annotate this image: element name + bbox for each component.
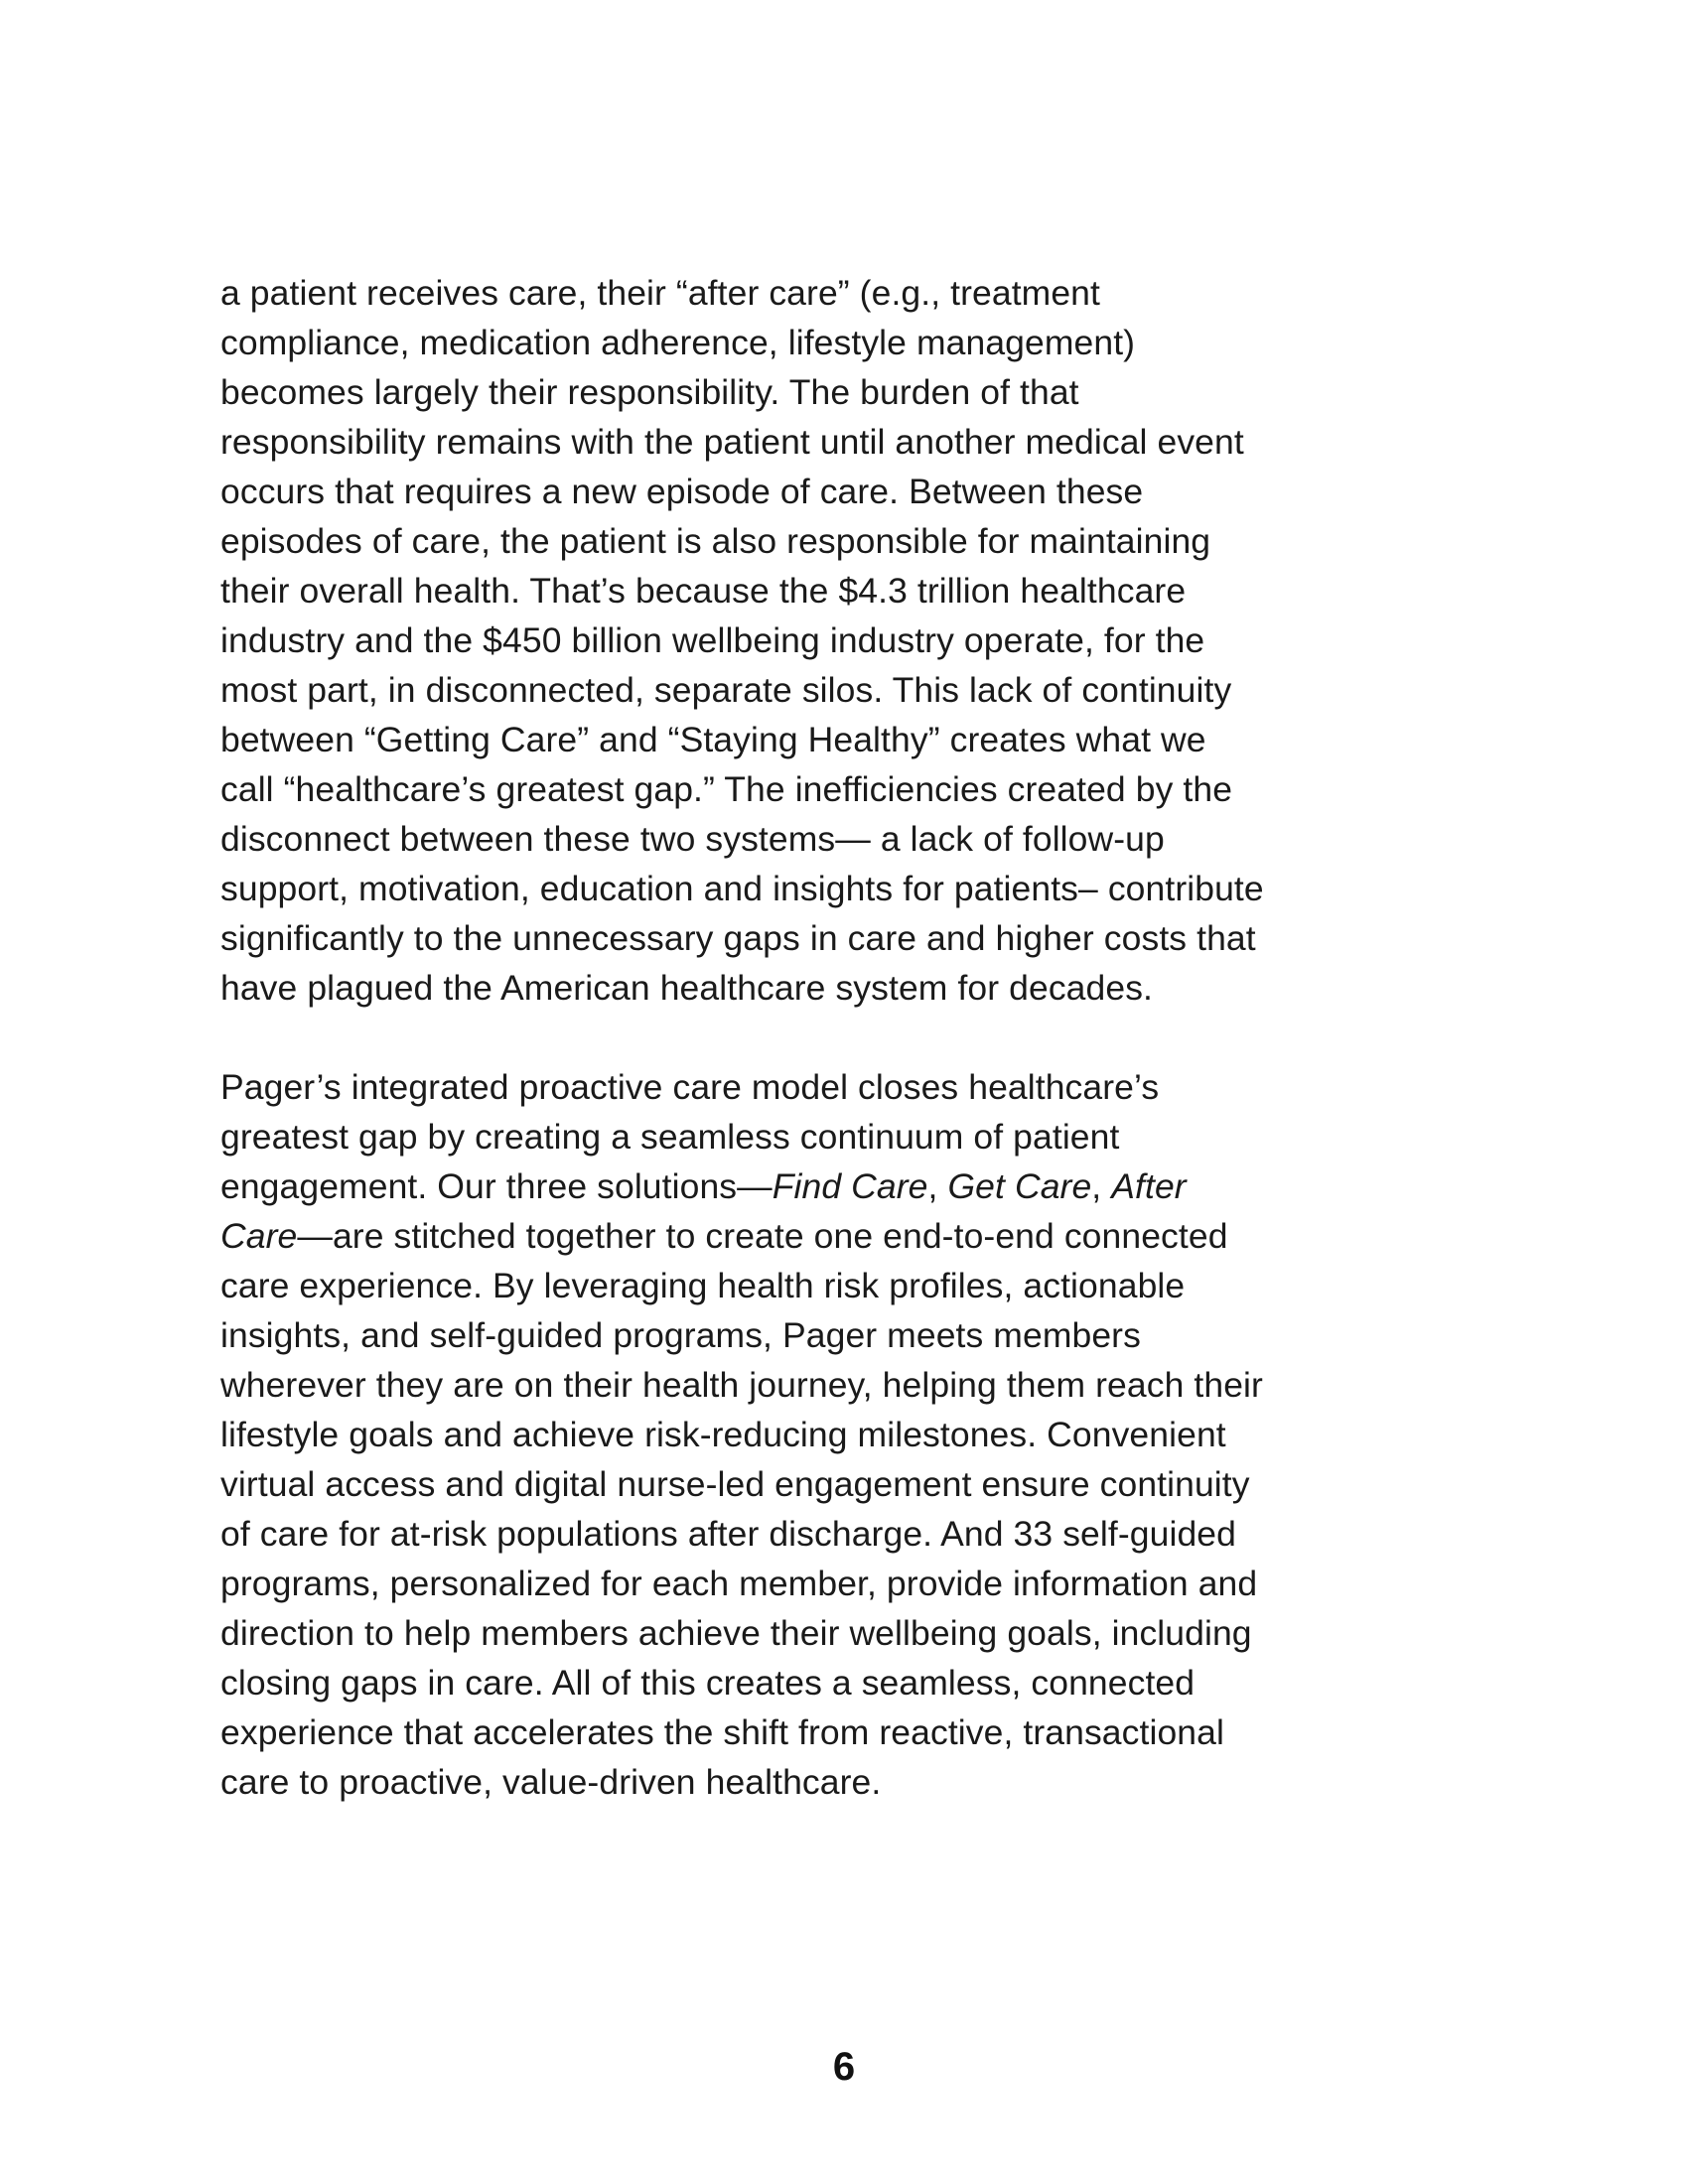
text-line: compliance, medication adherence, lifestyle management) [220, 323, 1136, 362]
text-line: of care for at-risk populations after discharge. And 33 self-guided [220, 1514, 1236, 1554]
text-line: call “healthcare’s greatest gap.” The inefficiencies created by the [220, 769, 1233, 809]
text-line: have plagued the American healthcare system for decades. [220, 968, 1154, 1008]
text-line: virtual access and digital nurse-led engagement ensure continuity [220, 1464, 1250, 1504]
text-line: care to proactive, value-driven healthcare. [220, 1762, 882, 1802]
text-line: Pager’s integrated proactive care model closes healthcare’s [220, 1067, 1160, 1107]
text-line: between “Getting Care” and “Staying Healthy” creates what we [220, 720, 1206, 759]
text-line: becomes largely their responsibility. The burden of that [220, 372, 1079, 412]
text-line: responsibility remains with the patient until another medical event [220, 422, 1244, 462]
text-line: wherever they are on their health journey, helping them reach their [220, 1365, 1263, 1405]
text-line: industry and the $450 billion wellbeing industry operate, for the [220, 620, 1205, 660]
text-line [220, 1211, 1491, 1261]
text-line: experience that accelerates the shift from reactive, transactional [220, 1712, 1224, 1752]
text-run: , [1091, 1166, 1112, 1206]
text-line: direction to help members achieve their wellbeing goals, including [220, 1613, 1252, 1653]
text-line: support, motivation, education and insights for patients– contribute [220, 869, 1264, 908]
text-run: engagement. Our three solutions— [220, 1166, 773, 1206]
text-line: programs, personalized for each member, provide information and [220, 1564, 1258, 1603]
text-line: occurs that requires a new episode of care. Between these [220, 472, 1144, 511]
text-run: —are stitched together to create one end-to-end connected [297, 1216, 1228, 1256]
text-line: closing gaps in care. All of this creates a seamless, connected [220, 1663, 1196, 1703]
text-line: care experience. By leveraging health risk profiles, actionable [220, 1266, 1186, 1305]
text-line: insights, and self-guided programs, Pager meets members [220, 1315, 1141, 1355]
paragraph-pager-care-model [220, 1062, 1491, 1807]
text-line [220, 1161, 1491, 1211]
body-text [220, 268, 1491, 1807]
text-line: a patient receives care, their “after care” (e.g., treatment [220, 273, 1100, 313]
after-care-emphasis: Care [220, 1216, 298, 1256]
text-line: significantly to the unnecessary gaps in care and higher costs that [220, 918, 1256, 958]
get-care-emphasis: Get Care [947, 1166, 1092, 1206]
page-number: 6 [832, 2045, 856, 2089]
text-line: lifestyle goals and achieve risk-reducing milestones. Convenient [220, 1415, 1226, 1454]
text-line: episodes of care, the patient is also responsible for maintaining [220, 521, 1211, 561]
after-care-emphasis: After [1111, 1166, 1187, 1206]
paragraph-after-care-gap [220, 268, 1491, 1013]
find-care-emphasis: Find Care [772, 1166, 928, 1206]
text-line: their overall health. That’s because the $4.3 trillion healthcare [220, 571, 1187, 611]
text-line: greatest gap by creating a seamless continuum of patient [220, 1117, 1120, 1157]
text-line: disconnect between these two systems— a lack of follow-up [220, 819, 1165, 859]
text-run: , [927, 1166, 948, 1206]
text-line: most part, in disconnected, separate silos. This lack of continuity [220, 670, 1232, 710]
